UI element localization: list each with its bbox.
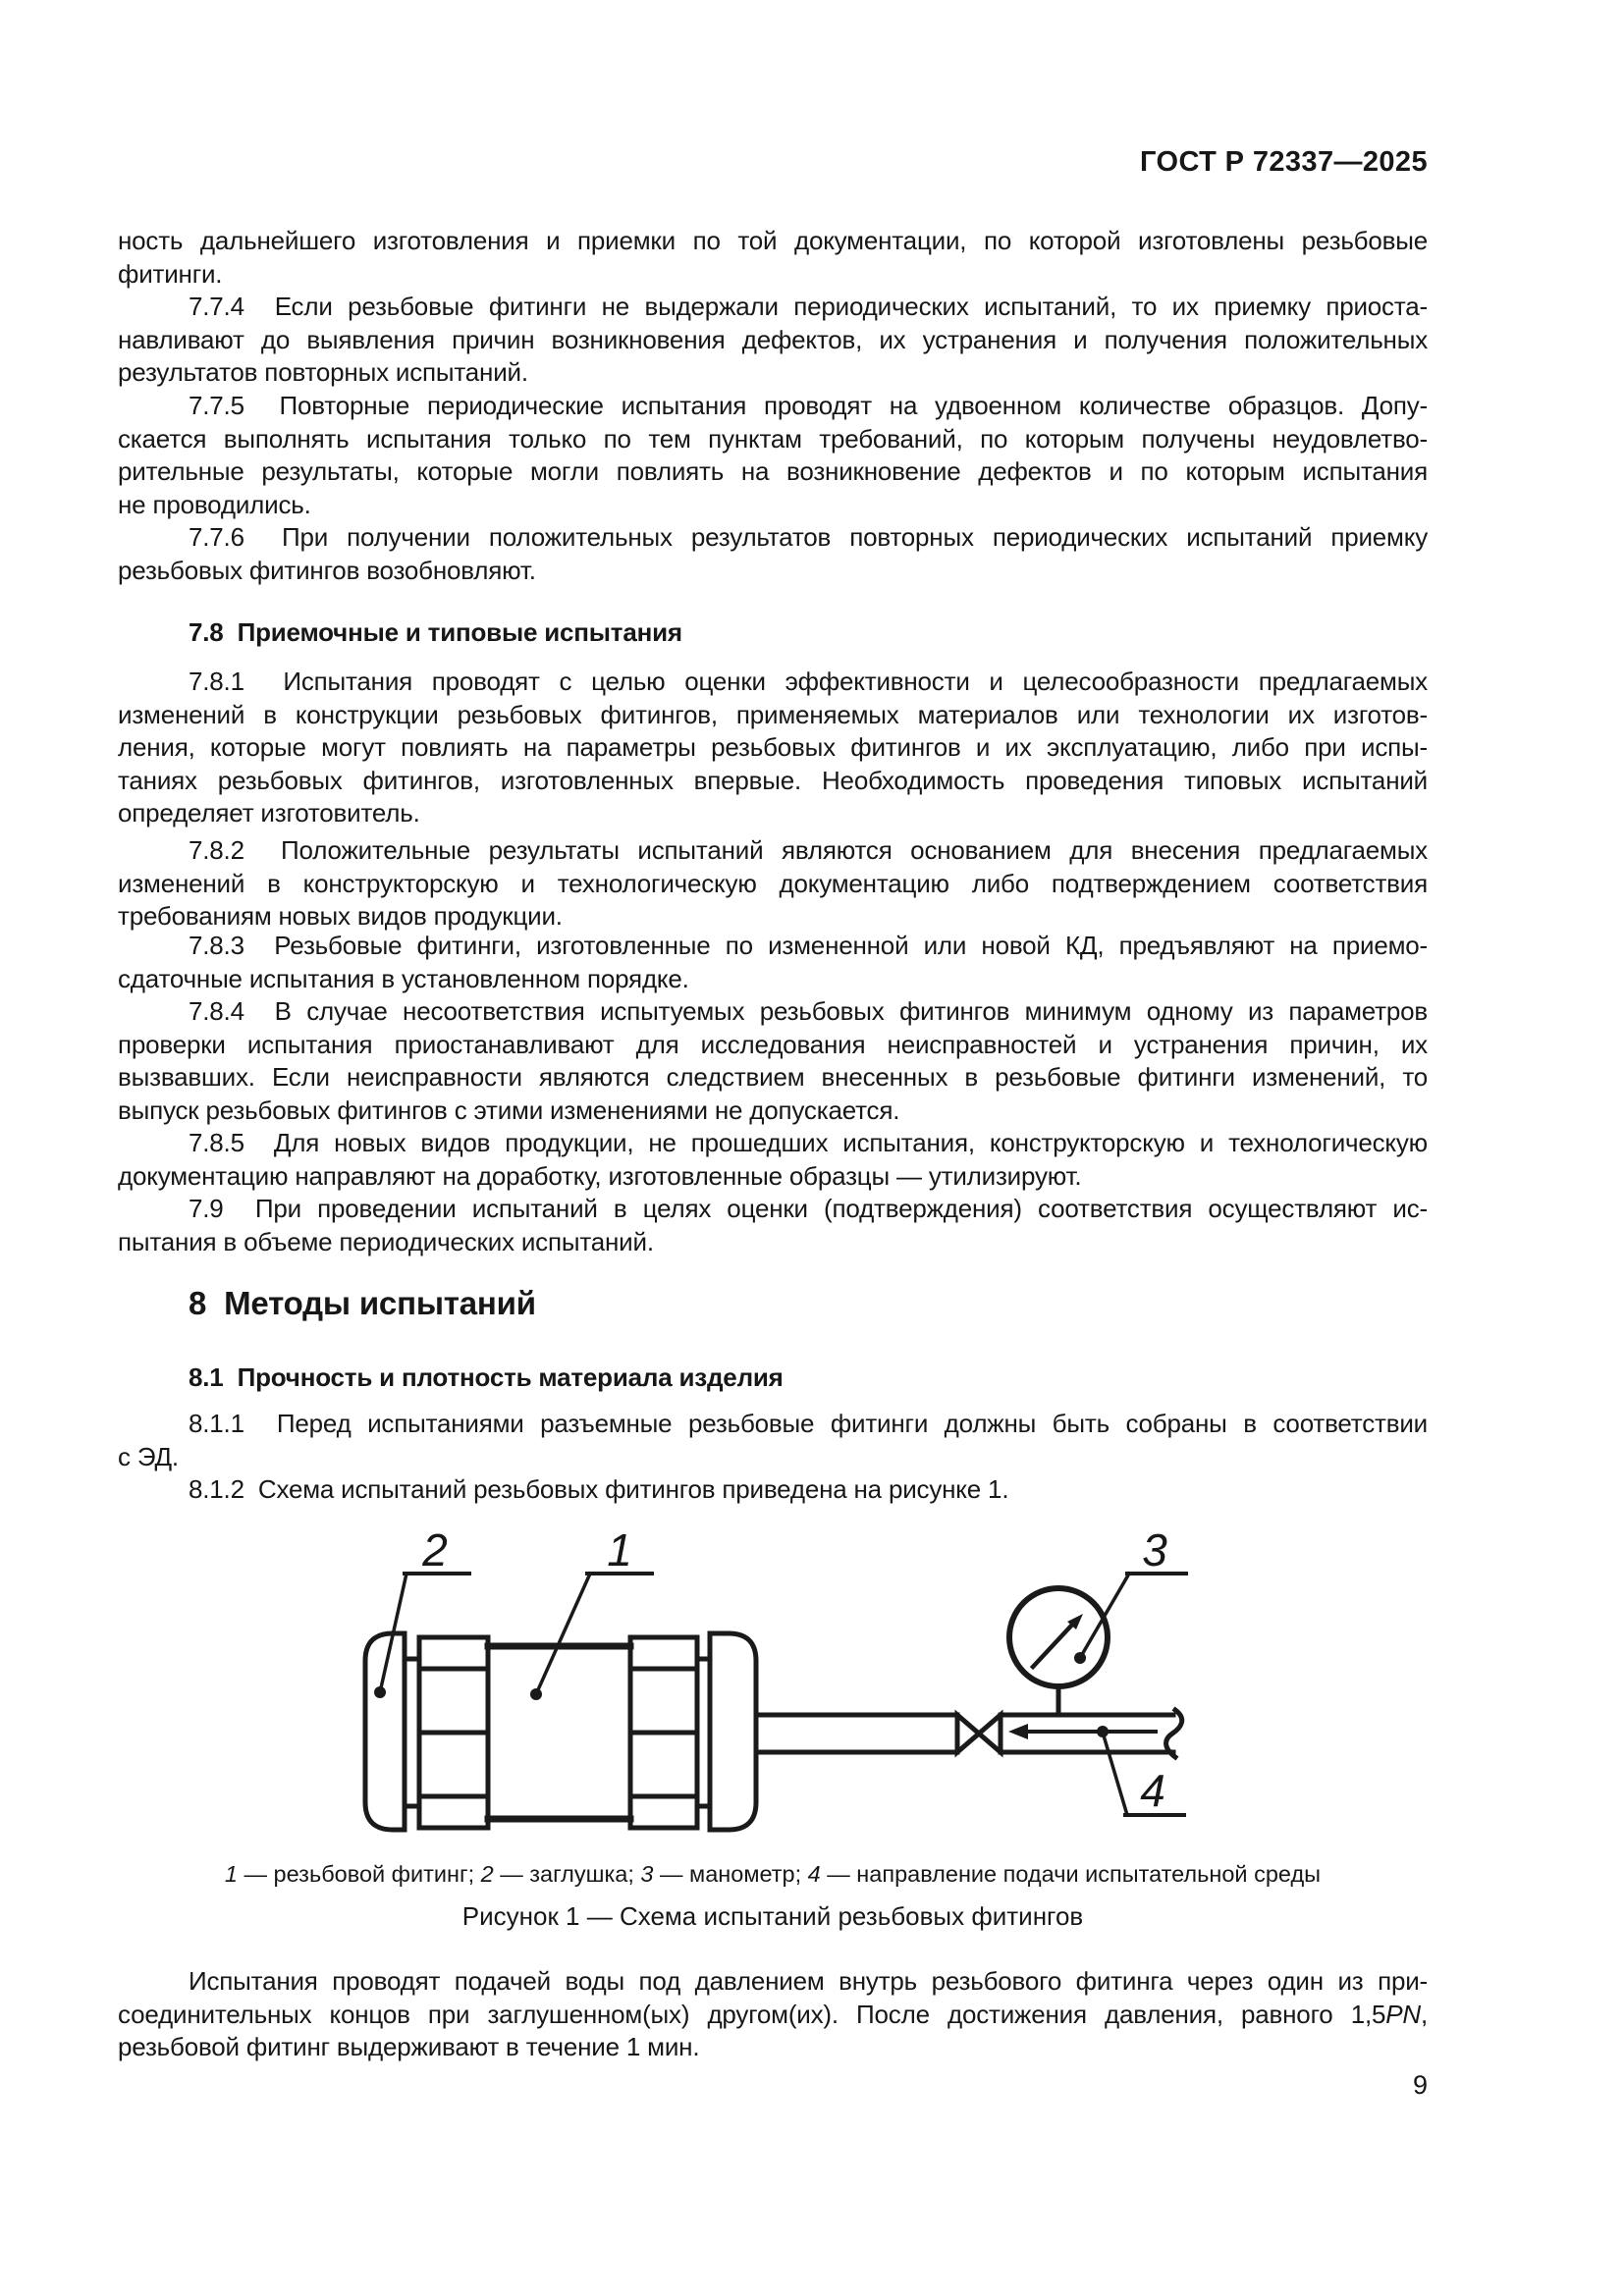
callout-4-label: 4 bbox=[1140, 1765, 1165, 1816]
italic-text-segment: 1 bbox=[224, 1861, 238, 1887]
figure-legend bbox=[118, 1861, 1428, 1888]
text-line: 7.8.3 Резьбовые фитинги, изготовленные по измененной или новой КД, предъявляют на приемо- bbox=[189, 931, 1428, 960]
fitting-assembly bbox=[365, 1633, 756, 1830]
text-line: фитинги. bbox=[118, 258, 223, 289]
callout-3-label: 3 bbox=[1142, 1524, 1167, 1575]
italic-text-segment: PN bbox=[1385, 1999, 1421, 2029]
text-line: документацию направляют на доработку, изготовленные образцы — утилизируют. bbox=[118, 1160, 1082, 1191]
paragraph-8-1-2 bbox=[118, 1473, 1428, 1507]
pressure-gauge bbox=[1009, 1588, 1108, 1715]
text-line: 8.1.2 Схема испытаний резьбовых фитингов приведена на рисунке 1. bbox=[189, 1474, 1009, 1504]
text-line: 7.7.4 Если резьбовые фитинги не выдержали периодических испытаний, то их приемку приоста- bbox=[189, 292, 1428, 321]
text-segment: — заглушка; bbox=[493, 1861, 641, 1887]
paragraph-7-7-6 bbox=[118, 521, 1428, 587]
text-line: не проводились. bbox=[118, 489, 311, 519]
text-line: навливают до выявления причин возникновения дефектов, их устранения и получения положительных bbox=[118, 324, 1428, 354]
callout-4-leader bbox=[1104, 1735, 1127, 1815]
text-line: 7.8.2 Положительные результаты испытаний являются основанием для внесения предлагаемых bbox=[189, 835, 1428, 865]
text-line: 7.7.6 При получении положительных результатов повторных периодических испытаний приемку bbox=[189, 522, 1428, 552]
text-line: требованиям новых видов продукции. bbox=[118, 901, 563, 932]
text-line: таниях резьбовых фитингов, изготовленных впервые. Необходимость проведения типовых испытаний bbox=[118, 765, 1428, 795]
paragraph-7-8-1 bbox=[118, 666, 1428, 830]
pipe-left bbox=[756, 1715, 957, 1752]
text-line: 7.8.1 Испытания проводят с целью оценки эффективности и целесообразности предлагаемых bbox=[189, 667, 1428, 696]
subsection-heading-7-8: 7.8 Приемочные и типовые испытания bbox=[189, 617, 682, 647]
paragraph-7-7-5 bbox=[118, 390, 1428, 521]
shutoff-valve-icon bbox=[957, 1715, 1001, 1752]
callout-1 bbox=[530, 1524, 652, 1700]
text-line: пытания в объеме периодических испытаний. bbox=[118, 1226, 654, 1256]
italic-text-segment: 4 bbox=[807, 1861, 821, 1887]
text-line: 7.8.4 В случае несоответствия испытуемых резьбовых фитингов минимум одному из параметров bbox=[189, 996, 1428, 1026]
callout-3 bbox=[1074, 1524, 1186, 1664]
plug-right-shape bbox=[710, 1633, 756, 1830]
text-line: 7.8.5 Для новых видов продукции, не прошедших испытания, конструкторскую и технологическую bbox=[189, 1128, 1428, 1157]
figure-caption: Рисунок 1 — Схема испытаний резьбовых фитингов bbox=[461, 1901, 1084, 1931]
flow-direction-arrow bbox=[1008, 1724, 1156, 1739]
paragraph-7-8-4 bbox=[118, 995, 1428, 1127]
callout-3-dot bbox=[1074, 1652, 1086, 1664]
text-segment: соединительных концов при заглушенном(ых) другом(их). После достижения давления, равного 1,5 bbox=[118, 1999, 1386, 2029]
callout-2-dot bbox=[374, 1686, 386, 1698]
callout-1-label: 1 bbox=[607, 1524, 632, 1575]
paragraph-7-8-5 bbox=[118, 1127, 1428, 1193]
union-nut-right bbox=[630, 1637, 697, 1828]
text-line: выпуск резьбовых фитингов с этими изменениями не допускается. bbox=[118, 1095, 900, 1125]
union-nut-left bbox=[419, 1637, 488, 1828]
text-line: проверки испытания приостанавливают для исследования неисправностей и устранения причин, их bbox=[118, 1029, 1428, 1059]
page-number: 9 bbox=[1412, 2070, 1428, 2100]
paragraph-7-9 bbox=[118, 1193, 1428, 1258]
italic-text-segment: 3 bbox=[640, 1861, 654, 1887]
paragraph-7-8-2 bbox=[118, 834, 1428, 934]
text-segment: , bbox=[1420, 1999, 1428, 2029]
paragraph-7-8-3 bbox=[118, 930, 1428, 995]
fitting-body bbox=[488, 1646, 630, 1819]
text-line: 8.1.1 Перед испытаниями разъемные резьбовые фитинги должны быть собраны в соответствии bbox=[189, 1409, 1428, 1438]
text-line: вызвавших. Если неисправности являются следствием внесенных в резьбовые фитинги изменений, то bbox=[118, 1062, 1428, 1093]
text-line: скается выполнять испытания только по тем пунктам требований, по которым получены неудовлетво- bbox=[118, 423, 1428, 454]
figure-1-diagram bbox=[295, 1512, 1227, 1855]
text-line: изменений в конструкторскую и технологическую документацию либо подтверждением соответствия bbox=[118, 868, 1428, 898]
callout-4-dot bbox=[1097, 1726, 1109, 1737]
text-line: 7.7.5 Повторные периодические испытания проводят на удвоенном количестве образцов. Допу- bbox=[189, 391, 1428, 420]
text-line: ления, которые могут повлиять на параметры резьбовых фитингов и их эксплуатацию, либо при испы- bbox=[118, 732, 1428, 763]
text-line: определяет изготовитель. bbox=[118, 798, 420, 828]
gauge-needle bbox=[1033, 1624, 1073, 1667]
subsection-heading-8-1: 8.1 Прочность и плотность материала изделия bbox=[189, 1362, 784, 1392]
running-header: ГОСТ Р 72337—2025 bbox=[1140, 146, 1428, 178]
paragraph-7-7-4 bbox=[118, 291, 1428, 390]
paragraph-8-1-1 bbox=[118, 1408, 1428, 1473]
text-line: с ЭД. bbox=[118, 1441, 179, 1471]
text-segment: — резьбовой фитинг; bbox=[238, 1861, 481, 1887]
text-line bbox=[118, 1999, 1428, 2032]
text-segment: — направление подачи испытательной среды bbox=[820, 1861, 1322, 1887]
text-segment: — манометр; bbox=[653, 1861, 808, 1887]
callout-1-dot bbox=[530, 1688, 542, 1700]
paragraph-continuation bbox=[118, 225, 1428, 291]
text-line: резьбовых фитингов возобновляют. bbox=[118, 555, 536, 585]
text-line: изменений в конструкции резьбовых фитингов, применяемых материалов или технологии их изготов- bbox=[118, 699, 1428, 729]
text-line: сдаточные испытания в установленном порядке. bbox=[118, 963, 689, 993]
text-line: резьбовой фитинг выдерживают в течение 1 мин. bbox=[118, 2032, 700, 2062]
paragraph-test-procedure bbox=[118, 1965, 1428, 2064]
callout-1-leader bbox=[536, 1574, 590, 1694]
text-line: рительные результаты, которые могли повлиять на возникновение дефектов и по которым испытания bbox=[118, 456, 1428, 487]
callout-4 bbox=[1097, 1726, 1184, 1816]
text-line: 7.9 При проведении испытаний в целях оценки (подтверждения) соответствия осуществляют ис- bbox=[189, 1194, 1428, 1223]
text-line: результатов повторных испытаний. bbox=[118, 357, 528, 388]
section-heading-8: 8 Методы испытаний bbox=[189, 1285, 536, 1321]
text-line: ность дальнейшего изготовления и приемки по той документации, по которой изготовлены резьбовые bbox=[118, 226, 1428, 255]
text-line: Испытания проводят подачей воды под давлением внутрь резьбового фитинга через один из при- bbox=[189, 1966, 1428, 1996]
italic-text-segment: 2 bbox=[480, 1861, 494, 1887]
callout-2-label: 2 bbox=[422, 1524, 448, 1575]
